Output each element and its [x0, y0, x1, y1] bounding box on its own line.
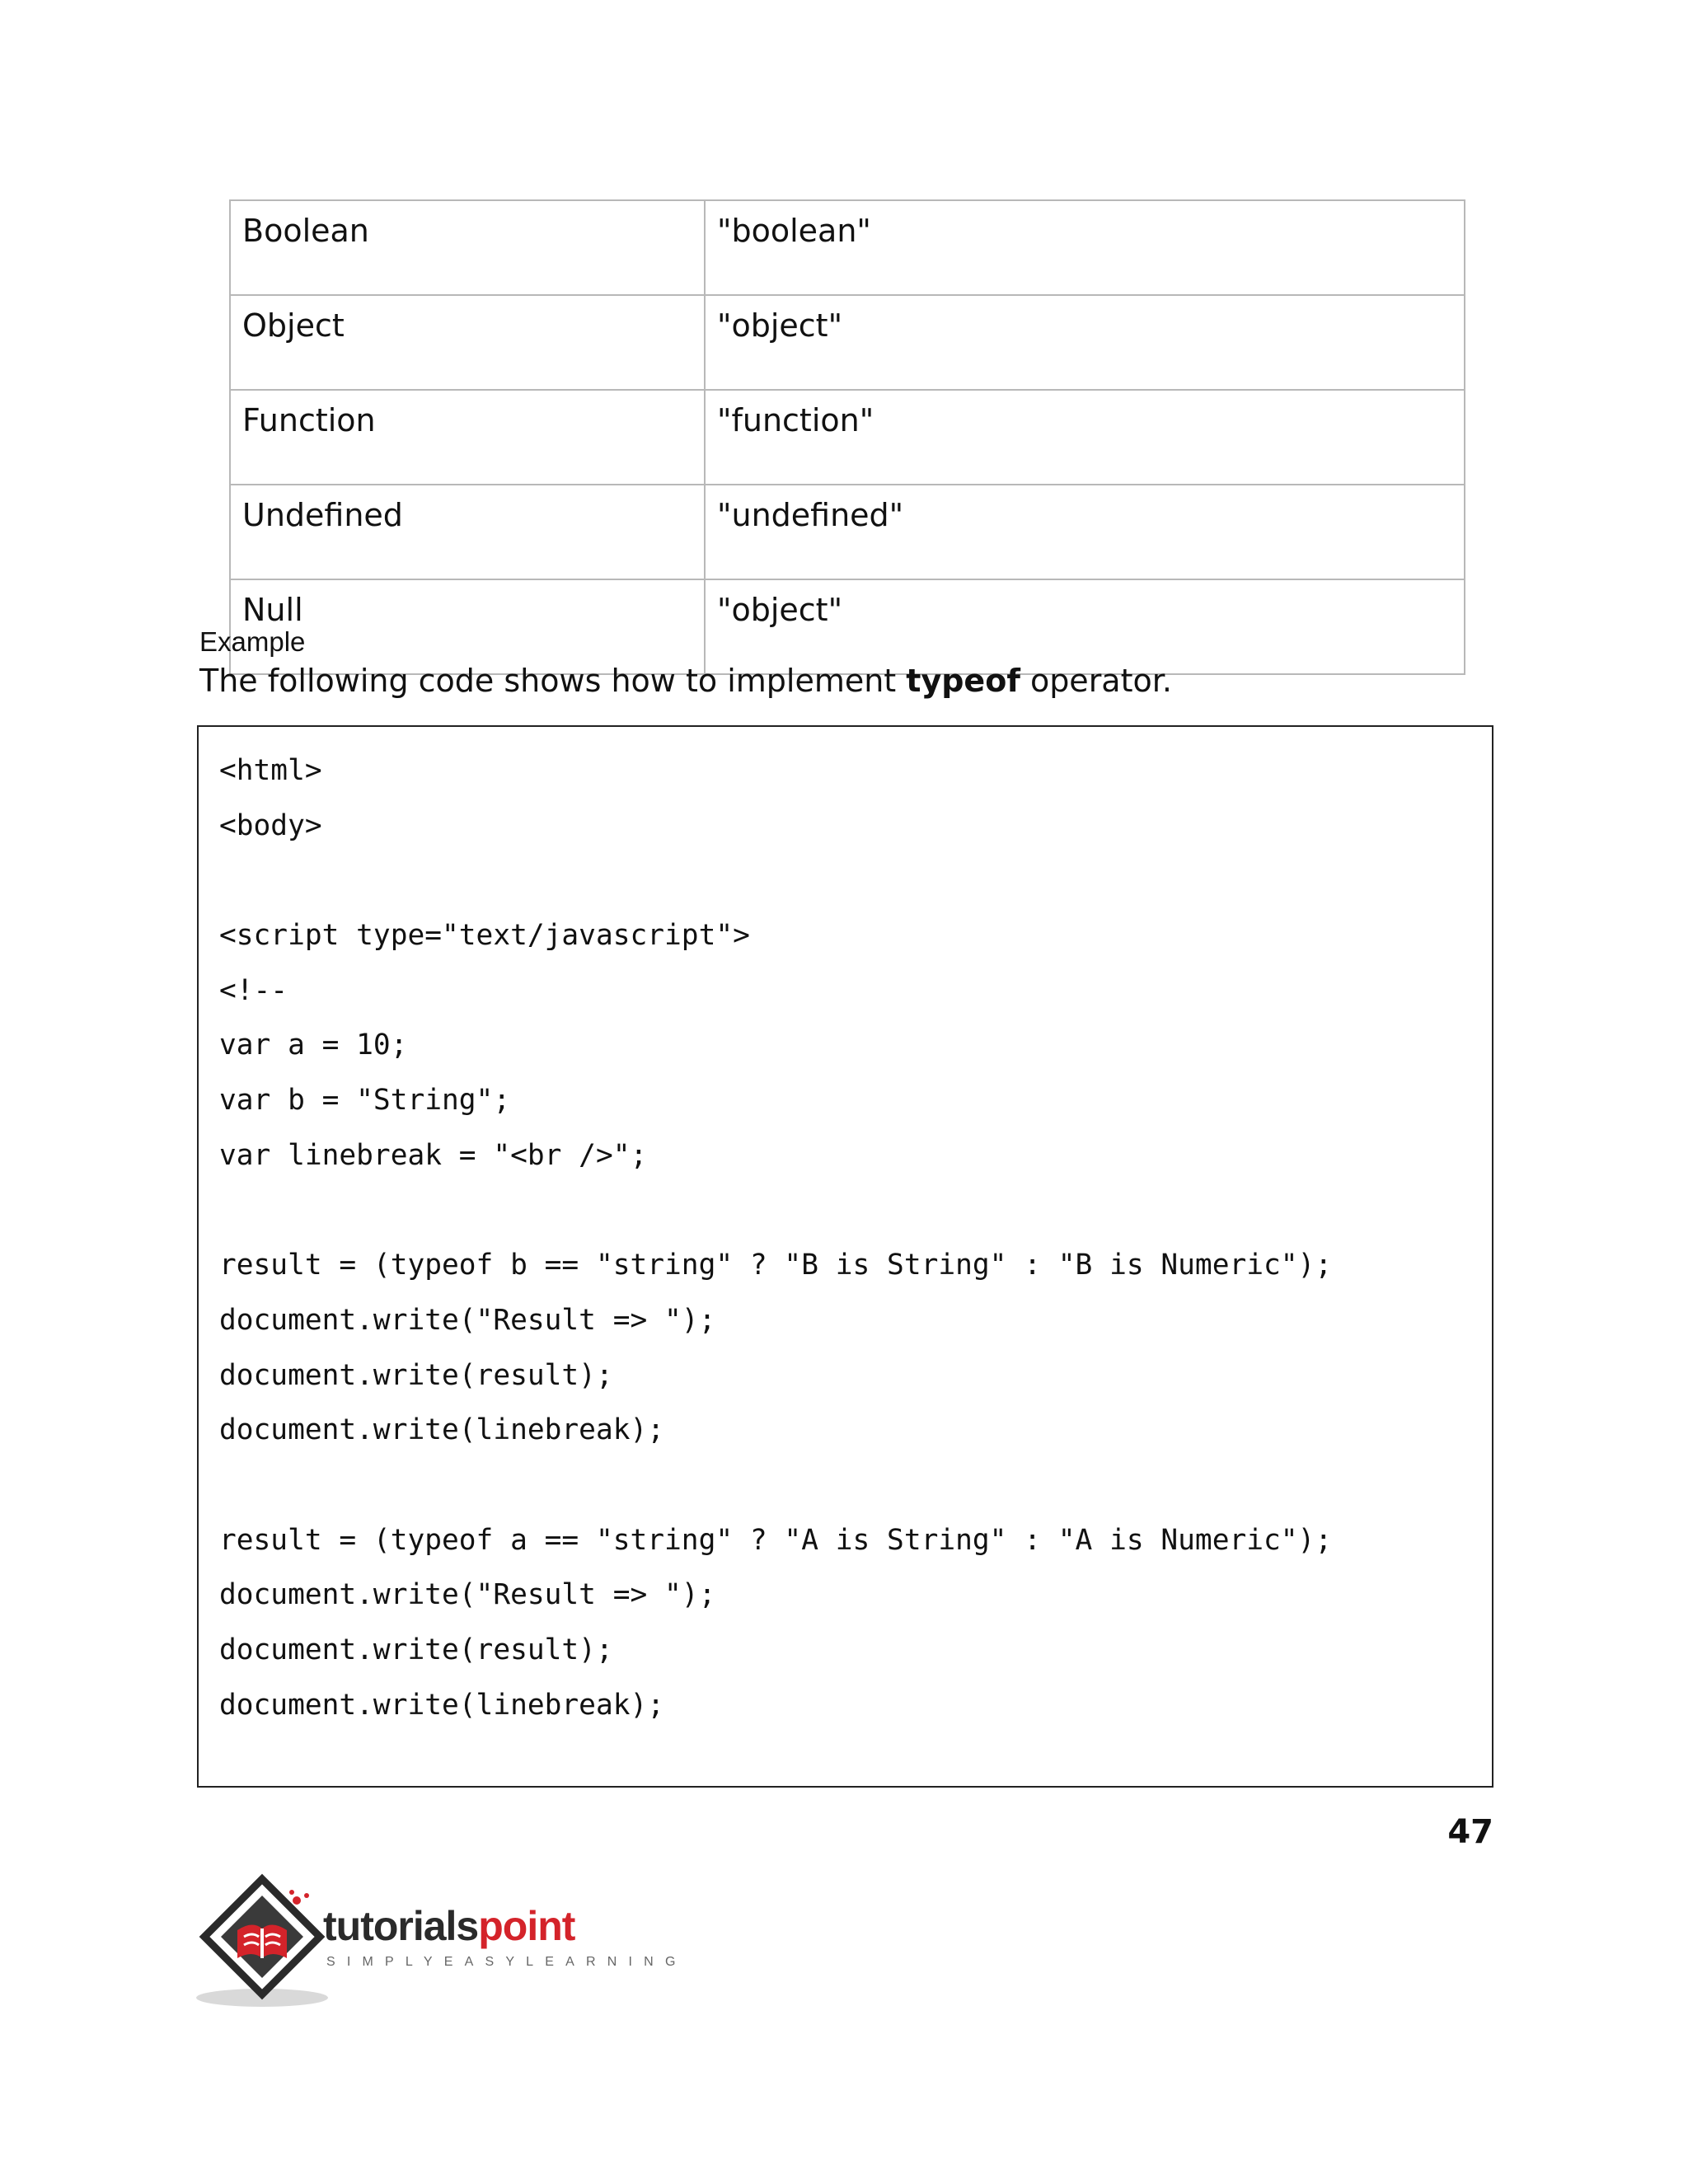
intro-text-end: operator. [1020, 663, 1172, 699]
code-listing [197, 725, 1493, 1788]
code-line [219, 853, 1492, 908]
code-line: <script type="text/javascript"> [219, 919, 750, 953]
code-line: result = (typeof b == "string" ? "B is String" : "B is Numeric"); [219, 1249, 1333, 1282]
table-row [230, 579, 1465, 674]
tutorialspoint-logo [195, 1872, 687, 2013]
intro-text: The following code shows how to implement [199, 663, 907, 699]
result-cell: "undefined" [705, 485, 1465, 579]
result-cell: "object" [705, 295, 1465, 390]
logo-wordmark [323, 1902, 574, 1950]
example-heading: Example [199, 626, 306, 657]
table-row [230, 485, 1465, 579]
code-line: var b = "String"; [219, 1084, 511, 1118]
type-cell: Null [230, 579, 705, 674]
logo-tagline: SIMPLYEASYLEARNING [326, 1955, 687, 1969]
code-line: <html> [219, 754, 322, 787]
table-row [230, 200, 1465, 295]
code-line: var a = 10; [219, 1029, 408, 1062]
code-line: document.write(result); [219, 1633, 613, 1666]
page-number: 47 [1447, 1813, 1493, 1851]
typeof-table [229, 199, 1465, 675]
code-line [219, 1458, 1492, 1513]
code-line: <body> [219, 808, 322, 842]
logo-word-point: point [478, 1903, 575, 1949]
type-cell: Undefined [230, 485, 705, 579]
table-row [230, 390, 1465, 485]
code-line: <!-- [219, 973, 288, 1007]
code-line: document.write(linebreak); [219, 1688, 665, 1722]
type-cell: Boolean [230, 200, 705, 295]
result-cell: "object" [705, 579, 1465, 674]
code-line: document.write(result); [219, 1358, 613, 1392]
code-line: document.write("Result => "); [219, 1303, 716, 1337]
type-cell: Object [230, 295, 705, 390]
intro-keyword: typeof [906, 663, 1020, 699]
code-line: document.write("Result => "); [219, 1578, 716, 1612]
code-line: var linebreak = "<br />"; [219, 1138, 648, 1172]
type-cell: Function [230, 390, 705, 485]
table-row [230, 295, 1465, 390]
intro-paragraph [199, 663, 1172, 699]
logo-word-tutorials: tutorials [323, 1903, 479, 1949]
code-line: document.write(linebreak); [219, 1413, 665, 1447]
logo-diamond-icon [195, 1872, 335, 2013]
code-line [219, 1183, 1492, 1239]
result-cell: "boolean" [705, 200, 1465, 295]
code-line: result = (typeof a == "string" ? "A is String" : "A is Numeric"); [219, 1523, 1333, 1557]
result-cell: "function" [705, 390, 1465, 485]
